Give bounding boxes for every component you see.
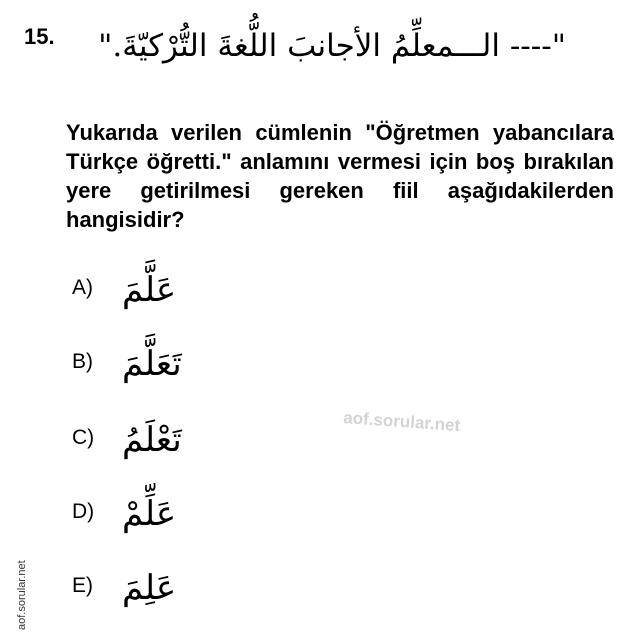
option-arabic-text: عَلِمَ [122, 568, 177, 608]
question-text: Yukarıda verilen cümlenin "Öğretmen yabancılara Türkçe öğretti." anlamını vermesi için boş bırakılan yere getirilmesi gereken fiil aşağıdakilerden hangisidir? [66, 120, 614, 232]
option-d[interactable] [72, 486, 272, 546]
option-letter: D) [72, 500, 95, 523]
option-a[interactable] [72, 262, 272, 322]
arabic-sentence: "---- الـــمعلِّمُ الأجانبَ اللُّغةَ التُّرْكيّةَ." [98, 28, 566, 64]
option-letter: E) [72, 574, 93, 597]
option-arabic-text: تَعَلَّمَ [122, 344, 182, 384]
option-b[interactable] [72, 336, 272, 396]
watermark: aof.sorular.net [342, 408, 461, 436]
side-watermark: aof.sorular.net [16, 560, 28, 630]
option-letter: A) [72, 276, 93, 299]
option-letter: C) [72, 426, 95, 449]
option-arabic-text: عَلِّمْ [122, 494, 177, 534]
question-number: 15. [24, 24, 55, 49]
option-c[interactable] [72, 412, 272, 472]
option-arabic-text: تَعْلَمُ [122, 420, 182, 460]
option-e[interactable] [72, 560, 272, 620]
option-arabic-text: عَلَّمَ [122, 270, 177, 310]
option-letter: B) [72, 350, 93, 373]
